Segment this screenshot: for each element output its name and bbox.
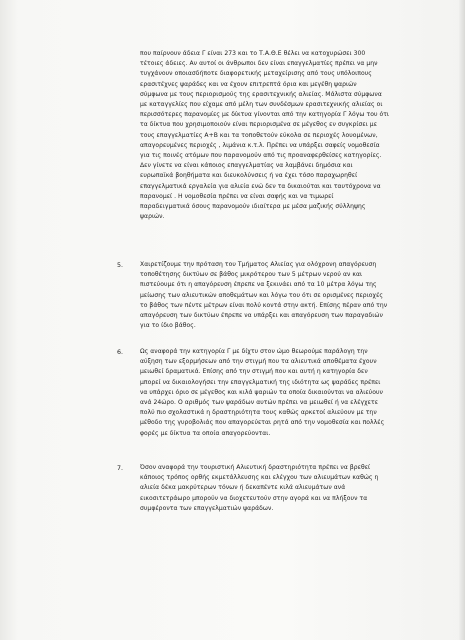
item-7-line: συμφέροντα των επαγγελματιών ψαράδων. xyxy=(140,504,274,512)
item-5-line: το βάθος των πέντε μέτρων είναι πολύ κοντά στην ακτή. Επίσης πέραν από την xyxy=(140,301,388,309)
continued-paragraph-line: σύμφωνα με τους περιορισμούς της ερασιτεχνικής αλιείας. Μάλιστα σύμφωνα xyxy=(140,90,382,98)
item-6-line: ανά 24ώρο. Ο αριθμός των ψαράδων αυτών πρέπει να μειωθεί ή να ελέγχετε xyxy=(140,399,379,407)
item-6-line: αύξηση των εξορμήσεων από την στιγμή που τα αλιευτικά αποθέματα έχουν xyxy=(140,358,377,366)
item-number-5: 5. xyxy=(117,262,124,269)
item-6-line: φορές με δίκτυα τα οποία απαγορεύονται. xyxy=(140,429,271,437)
item-6-line: πολύ πιο σχολαστικά η δραστηριότητα τους καθώς αρκετοί αλιεύουν με την xyxy=(140,409,377,417)
item-6-line: Ως αναφορά την κατηγορία Γ με δίχτυ στον ώμο θεωρούμε παράλογη την xyxy=(140,348,368,355)
item-6-line: μειωθεί δραματικά. Επίσης από την στιγμή που και αυτή η κατηγορία δεν xyxy=(140,368,368,376)
continued-paragraph-line: επαγγελματικά εργαλεία για αλιεία ενώ δεν τα δικαιούται και ταυτόχρονα να xyxy=(140,182,381,190)
item-7-line: εικοσιτετράωρο μπορούν να διοχετευτούν στην αγορά και να πλήξουν τα xyxy=(140,494,368,502)
item-7-line: Όσον αναφορά την τουριστική Αλιευτική δραστηριότητα πρέπει να βρεθεί xyxy=(140,464,371,471)
continued-paragraph xyxy=(140,49,389,222)
continued-paragraph-line: τους επαγγελματίες Α+Β και τα τοποθετούν εύκολα σε περιοχές λουομένων, xyxy=(140,131,378,139)
continued-paragraph-line: παραδειγματικά όσους παρανομούν ιδιαίτερα με μέσα μαζικής σύλληψης xyxy=(140,203,366,211)
continued-paragraph-line: τα δίκτυα που χρησιμοποιούν είναι περιορισμένα σε μέγεθος εν συγκρίσει με xyxy=(140,121,378,129)
item-5-line: για το ίδιο βάθος. xyxy=(140,322,196,330)
continued-paragraph-line: τέτοιες άδειες. Αν αυτοί οι άνθρωποι δεν είναι επαγγελματίες πρέπει να μην xyxy=(140,60,378,68)
item-7-paragraph xyxy=(140,463,378,514)
item-number-7: 7. xyxy=(117,465,124,472)
item-6-line: μέθοδο της γυροβολιάς που απαγορεύεται ρητά από την νομοθεσία και πολλές xyxy=(140,419,385,427)
continued-paragraph-line: που παίρνουν άδεια Γ είναι 273 και το Τ.Α.Θ.Ε θέλει να κατοχυρώσει 300 xyxy=(140,50,366,57)
item-7-line: κάποιος τρόπος ορθής εκμετάλλευσης και ελέγχου των αλιευμάτων καθώς η xyxy=(140,474,379,482)
item-6-paragraph xyxy=(140,347,384,439)
continued-paragraph-line: απαγορευμένες περιοχές , λιμάνια κ.τ.λ. Πρέπει να υπάρξει σαφείς νομοθεσία xyxy=(140,141,380,149)
continued-paragraph-line: τυγχάνουν οποιασδήποτε διαφορετικής μεταχείρισης από τους υπόλοιπους xyxy=(140,70,372,78)
item-5-line: μείωσης των αλιευτικών αποθεμάτων και λόγω του ότι σε ορισμένες περιοχές xyxy=(140,291,383,299)
item-5-line: τοποθέτησης δικτύων σε βάθος μικρότερου των 5 μέτρων νερού αν και xyxy=(140,271,363,279)
continued-paragraph-line: ερασιτέχνες ψαράδες και να έχουν επιτρεπτά όρια και μεγέθη ψαριών xyxy=(140,80,357,88)
continued-paragraph-line: με καταγγελίες που είχαμε από μέλη των συνδέσμων ερασιτεχνικής αλιείας οι xyxy=(140,101,383,109)
continued-paragraph-line: ψαριών. xyxy=(140,213,165,221)
continued-paragraph-line: για τις ποινές ατόμων που παρανομούν από τις προαναφερθείσες κατηγορίες. xyxy=(140,152,382,160)
scan-edge-shadow xyxy=(459,0,465,640)
item-number-6: 6. xyxy=(117,349,124,356)
item-5-line: πιστεύουμε ότι η απαγόρευση έπρεπε να ξεκινάει από τα 10 μέτρα λόγω της xyxy=(140,281,377,289)
continued-paragraph-line: Δεν γίνετε να είναι κάποιος επαγγελματίας να λαμβάνει δημόσια και xyxy=(140,162,353,170)
item-7-line: αλιεία δέκα μακρύτερων τόνων ή δεκαπέντε κιλά αλιευμάτων ανά xyxy=(140,484,346,492)
item-5-paragraph xyxy=(140,260,387,331)
continued-paragraph-line: περισσότερες παρανομίες με δίκτυα γίνονται από την κατηγορία Γ λόγω του ότι xyxy=(140,111,390,119)
item-5-line: Χαιρετίζουμε την πρόταση του Τμήματος Αλιείας για ολόχρονη απαγόρευση xyxy=(140,261,377,268)
continued-paragraph-line: ευρωπαϊκά βοηθήματα και διευκολύνσεις ή να έχει τόσο παραχωρηθεί xyxy=(140,172,358,180)
continued-paragraph-line: παρανομεί . Η νομοθεσία πρέπει να είναι σαφής και να τιμωρεί xyxy=(140,192,334,200)
item-6-line: να υπάρχει όριο σε μέγεθος και κιλά ψαριών τα οποία δικαιούνται να αλιεύουν xyxy=(140,388,383,396)
item-6-line: μπορεί να δικαιολογήσει την επαγγελματική της ιδιότητα ως ψαράδες πρέπει xyxy=(140,378,381,386)
item-5-line: απαγόρευση των δικτύων έπρεπε να υπάρξει και απαγόρευση των παραγαδιών xyxy=(140,312,383,320)
